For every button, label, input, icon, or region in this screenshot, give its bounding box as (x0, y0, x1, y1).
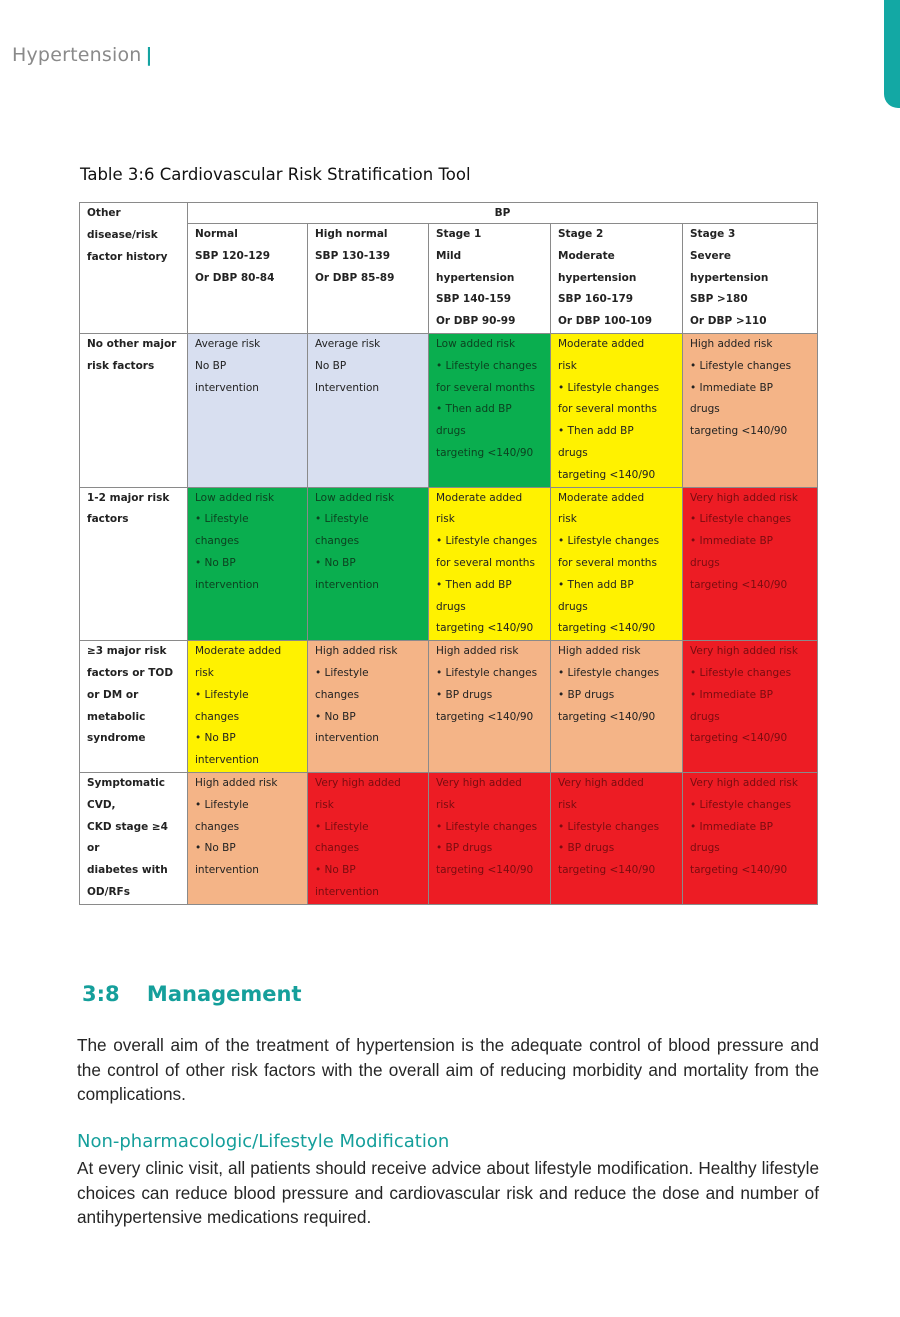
table-header-row-stages (80, 224, 818, 334)
cell-text-line: Other (87, 207, 121, 219)
cell-text-line: • Lifestyle changes (558, 381, 660, 394)
risk-cell-red (551, 772, 683, 904)
cell-text-line: Mild (436, 249, 462, 262)
cell-text-line: Moderate added (558, 337, 645, 350)
cell-text-line: High added risk (195, 776, 278, 789)
cell-text-line: changes (195, 820, 240, 833)
risk-factor-header-cell (80, 333, 188, 487)
cell-text-line: • Then add BP (436, 578, 512, 591)
cell-text-line: risk (558, 798, 577, 811)
cell-text-line: drugs (558, 446, 588, 459)
cell-text-line: • Lifestyle changes (558, 820, 660, 833)
cell-text-line: targeting <140/90 (436, 710, 534, 723)
cell-text-line: or (87, 842, 100, 855)
cell-text-line: drugs (690, 556, 720, 569)
risk-cell-green (188, 487, 308, 641)
cell-text-line: ≥3 major risk (87, 645, 167, 658)
cell-text-line: hypertension (690, 271, 769, 284)
cell-text-line: intervention (195, 578, 259, 591)
cell-text-line: • No BP (195, 556, 236, 569)
cell-text-line: • Then add BP (558, 425, 634, 438)
cell-text-line: Low added risk (195, 491, 275, 504)
cell-text-line: targeting <140/90 (558, 710, 656, 723)
cell-text-line: factors (87, 513, 129, 526)
cell-text-line: SBP 160-179 (558, 293, 634, 306)
cell-text-line: targeting <140/90 (436, 446, 534, 459)
running-head (12, 44, 153, 66)
cell-text-line: • Immediate BP (690, 535, 774, 548)
cell-text-line: Or DBP >110 (690, 315, 767, 328)
cell-text-line: Very high added risk (690, 776, 798, 789)
cell-text-line: • Lifestyle (195, 798, 249, 811)
cell-text-line: drugs (558, 600, 588, 613)
cell-text-line: Or DBP 80-84 (195, 271, 275, 284)
cell-text-line: targeting <140/90 (436, 622, 534, 635)
cell-text-line: CKD stage ≥4 (87, 820, 168, 833)
subheading-lifestyle: Non-pharmacologic/Lifestyle Modification (77, 1131, 450, 1152)
cell-text-line: drugs (690, 710, 720, 723)
risk-cell-orange (188, 772, 308, 904)
cell-text-line: • No BP (315, 864, 356, 877)
paragraph-lifestyle: At every clinic visit, all patients should receive advice about lifestyle modification. Healthy lifestyle choices can reduce blood pressure and cardiovascular risk and reduce the dose and number of antihypertensive medications required. (77, 1158, 819, 1228)
cell-text-line: • Then add BP (558, 578, 634, 591)
cell-text-line: High normal (315, 228, 388, 240)
cell-text-line: targeting <140/90 (558, 864, 656, 877)
cell-text-line: risk (436, 513, 455, 526)
risk-cell-green (308, 487, 429, 641)
cell-text-line: Moderate added (436, 491, 523, 504)
cell-text-line: intervention (195, 381, 259, 394)
cell-text-line: Very high added risk (690, 491, 798, 504)
cell-text-line: factors or TOD (87, 666, 174, 679)
cell-text-line: • BP drugs (436, 842, 493, 855)
cell-text-line: targeting <140/90 (690, 732, 788, 745)
cell-text-line: Very high added (436, 776, 522, 789)
risk-factor-header-cell (80, 487, 188, 641)
cell-text-line: or DM or (87, 688, 139, 701)
cell-text-line: intervention (195, 864, 259, 877)
cell-text-line: SBP 130-139 (315, 249, 391, 262)
cell-text-line: • No BP (315, 556, 356, 569)
bp-stage-header-cell (551, 224, 683, 334)
cell-text-line: risk (558, 513, 577, 526)
cell-text-line: • No BP (195, 842, 236, 855)
cell-text-line: • No BP (315, 710, 356, 723)
cell-text-line: • Lifestyle changes (436, 666, 538, 679)
risk-cell-red (429, 772, 551, 904)
cell-text-line: No other major (87, 337, 177, 350)
cell-text-line: risk (315, 798, 334, 811)
paragraph-overall-aim: The overall aim of the treatment of hypertension is the adequate control of blood pressure and the control of other risk factors with the overall aim of reducing morbidity and mortality from the complications. (77, 1035, 819, 1105)
cell-text-line: SBP >180 (690, 293, 748, 306)
cell-text-line: intervention (315, 578, 379, 591)
cell-text-line: changes (195, 535, 240, 548)
cell-text-line: drugs (690, 403, 720, 416)
cell-text-line: Average risk (195, 337, 261, 350)
cell-text-line: diabetes with (87, 864, 168, 877)
cell-text-line: High added risk (690, 337, 773, 350)
cell-text-line: changes (315, 688, 360, 701)
cell-text-line: Or DBP 90-99 (436, 315, 516, 328)
cell-text-line: risk (436, 798, 455, 811)
risk-cell-yellow (188, 641, 308, 773)
bp-stage-header-cell (683, 224, 818, 334)
cell-text-line: Very high added risk (690, 645, 798, 658)
cell-text-line: changes (315, 842, 360, 855)
risk-cell-orange (308, 641, 429, 773)
cell-text-line: metabolic (87, 710, 146, 723)
cell-text-line: • Lifestyle changes (558, 666, 660, 679)
cell-text-line: risk (195, 666, 214, 679)
risk-cell-red (683, 772, 818, 904)
cell-text-line: Moderate (558, 249, 615, 262)
chapter-thumb-tab (884, 0, 900, 108)
cell-text-line: for several months (436, 381, 535, 394)
cell-text-line: High added risk (315, 645, 398, 658)
cell-text-line: changes (315, 535, 360, 548)
cell-text-line: • Lifestyle changes (690, 359, 792, 372)
risk-cell-orange (683, 333, 818, 487)
risk-cell-red (683, 487, 818, 641)
cell-text-line: • BP drugs (436, 688, 493, 701)
bp-header-cell: BP (188, 203, 818, 224)
cell-text-line: • Lifestyle (315, 666, 369, 679)
cell-text-line: • Lifestyle (315, 820, 369, 833)
cell-text-line: Moderate added (558, 491, 645, 504)
section-title: 3:8 Management (82, 982, 302, 1006)
cell-text-line: • Lifestyle (195, 688, 249, 701)
cell-text-line: No BP (315, 359, 347, 372)
cell-text-line: Very high added (315, 776, 401, 789)
cell-text-line: SBP 120-129 (195, 249, 271, 262)
risk-stratification-table (79, 202, 818, 905)
cell-text-line: for several months (436, 556, 535, 569)
cell-text-line: Stage 3 (690, 228, 736, 240)
risk-cell-yellow (551, 487, 683, 641)
risk-cell-red (683, 641, 818, 773)
cell-text-line: • BP drugs (558, 842, 615, 855)
cell-text-line: for several months (558, 403, 657, 416)
running-head-title: Hypertension (12, 44, 142, 66)
cell-text-line: Stage 2 (558, 228, 604, 240)
cell-text-line: Average risk (315, 337, 381, 350)
cell-text-line: • Immediate BP (690, 381, 774, 394)
cell-text-line: No BP (195, 359, 227, 372)
cell-text-line: Severe (690, 249, 731, 262)
cell-text-line: • Lifestyle changes (690, 666, 792, 679)
cell-text-line: changes (195, 710, 240, 723)
table-row (80, 333, 818, 487)
cell-text-line: Very high added (558, 776, 644, 789)
cell-text-line: Or DBP 100-109 (558, 315, 653, 328)
risk-cell-green (429, 333, 551, 487)
risk-cell-red (308, 772, 429, 904)
cell-text-line: • Immediate BP (690, 820, 774, 833)
risk-cell-orange (429, 641, 551, 773)
cell-text-line: Symptomatic (87, 776, 165, 789)
cell-text-line: OD/RFs (87, 885, 130, 898)
cell-text-line: SBP 140-159 (436, 293, 512, 306)
table-row (80, 487, 818, 641)
cell-text-line: risk (558, 359, 577, 372)
running-head-separator: | (145, 44, 153, 66)
cell-text-line: Low added risk (315, 491, 395, 504)
bp-stage-header-cell (308, 224, 429, 334)
risk-cell-yellow (551, 333, 683, 487)
cell-text-line: • Lifestyle changes (436, 535, 538, 548)
cell-text-line: hypertension (436, 271, 515, 284)
cell-text-line: • Immediate BP (690, 688, 774, 701)
cell-text-line: targeting <140/90 (690, 864, 788, 877)
cell-text-line: • Lifestyle (195, 513, 249, 526)
cell-text-line: Moderate added (195, 645, 282, 658)
cell-text-line: • Lifestyle changes (436, 359, 538, 372)
risk-cell-blue (188, 333, 308, 487)
cell-text-line: • Then add BP (436, 403, 512, 416)
cell-text-line: drugs (436, 425, 466, 438)
cell-text-line: factor history (87, 250, 168, 263)
cell-text-line: CVD, (87, 798, 116, 811)
cell-text-line: • Lifestyle changes (690, 798, 792, 811)
cell-text-line: High added risk (558, 645, 641, 658)
bp-stage-header-cell (429, 224, 551, 334)
risk-cell-blue (308, 333, 429, 487)
risk-cell-orange (551, 641, 683, 773)
cell-text-line: for several months (558, 556, 657, 569)
cell-text-line: • Lifestyle changes (690, 513, 792, 526)
cell-text-line: • Lifestyle (315, 513, 369, 526)
cell-text-line: intervention (315, 885, 379, 898)
cell-text-line: disease/risk (87, 228, 158, 241)
table-caption: Table 3:6 Cardiovascular Risk Stratification Tool (80, 165, 471, 184)
cell-text-line: Normal (195, 228, 238, 240)
cell-text-line: drugs (436, 600, 466, 613)
cell-text-line: risk factors (87, 359, 155, 372)
cell-text-line: • No BP (195, 732, 236, 745)
cell-text-line: 1-2 major risk (87, 491, 170, 504)
cell-text-line: targeting <140/90 (690, 425, 788, 438)
cell-text-line: Low added risk (436, 337, 516, 350)
cell-text-line: targeting <140/90 (436, 864, 534, 877)
corner-header-cell (80, 203, 188, 334)
cell-text-line: • Lifestyle changes (558, 535, 660, 548)
cell-text-line: drugs (690, 842, 720, 855)
cell-text-line: hypertension (558, 271, 637, 284)
table-row (80, 772, 818, 904)
risk-cell-yellow (429, 487, 551, 641)
cell-text-line: targeting <140/90 (690, 578, 788, 591)
table-row (80, 641, 818, 773)
cell-text-line: • BP drugs (558, 688, 615, 701)
cell-text-line: targeting <140/90 (558, 468, 656, 481)
risk-factor-header-cell (80, 772, 188, 904)
bp-stage-header-cell (188, 224, 308, 334)
cell-text-line: • Lifestyle changes (436, 820, 538, 833)
cell-text-line: targeting <140/90 (558, 622, 656, 635)
cell-text-line: intervention (315, 732, 379, 745)
cell-text-line: syndrome (87, 732, 146, 745)
cell-text-line: intervention (195, 754, 259, 767)
cell-text-line: Stage 1 (436, 228, 482, 240)
cell-text-line: High added risk (436, 645, 519, 658)
cell-text-line: Intervention (315, 381, 380, 394)
cell-text-line: Or DBP 85-89 (315, 271, 395, 284)
table-header-row-top (80, 203, 818, 224)
risk-factor-header-cell (80, 641, 188, 773)
